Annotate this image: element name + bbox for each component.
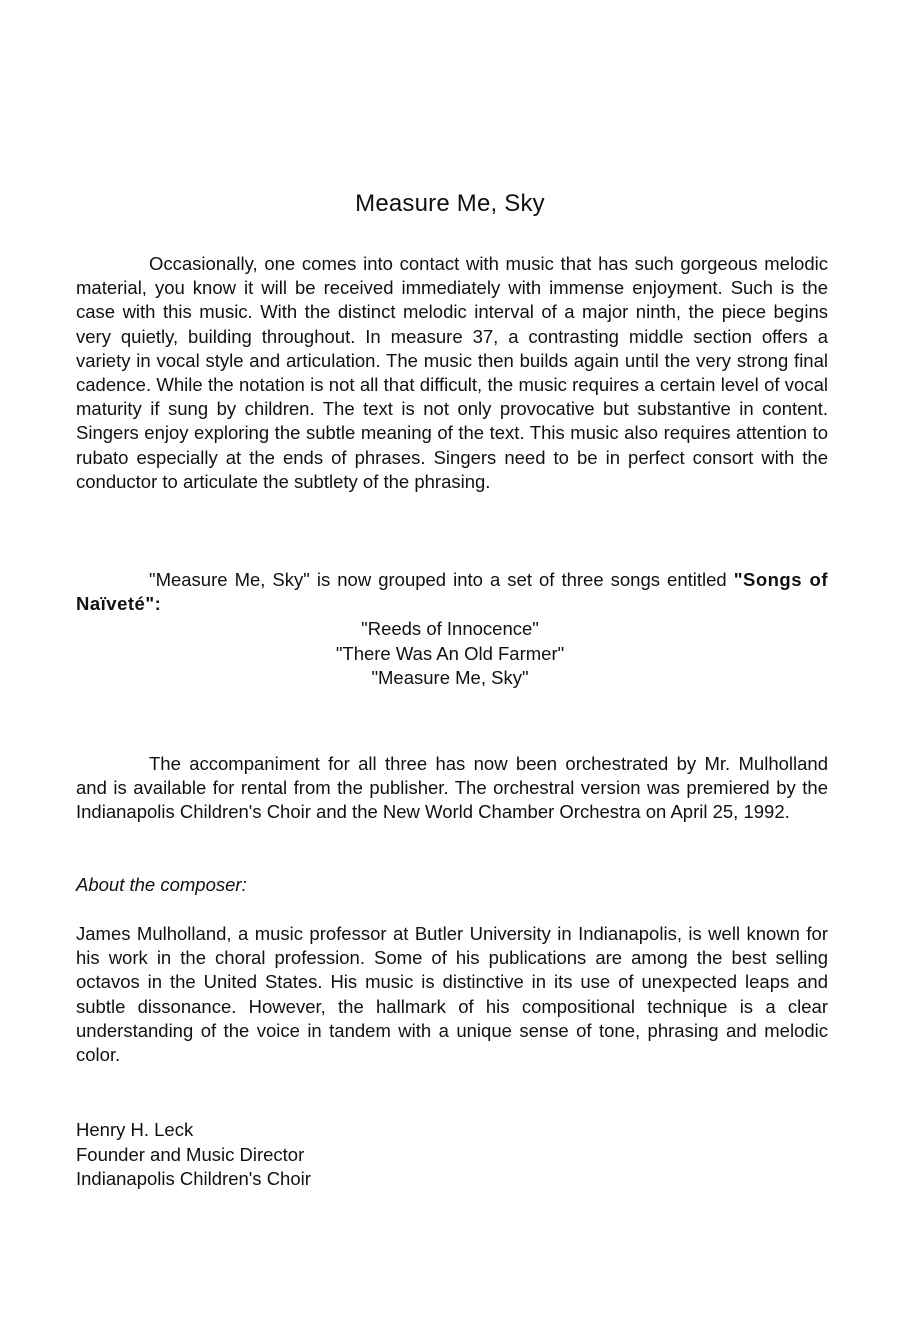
song-item: "Measure Me, Sky" (371, 667, 529, 688)
composer-bio-paragraph: James Mulholland, a music professor at Butler University in Indianapolis, is well known for his work in the choral profession. Some of his publications are among the best selling octavos in the United States. His music is distinctive in its use of unexpected leaps and subtle dissonance. However, the hallmark of his compositional technique is a clear understanding of the voice in tandem with a unique sense of tone, phrasing and melodic color. (76, 923, 828, 1066)
song-list (0, 617, 900, 691)
description-paragraph: Occasionally, one comes into contact with music that has such gorgeous melodic material, you know it will be received immediately with immense enjoyment. Such is the case with this music. With the distinct melodic interval of a major ninth, the piece begins very quietly, building throughout. In measure 37, a contrasting middle section offers a variety in vocal style and articulation. The music then builds again until the very strong final cadence. While the notation is not all that difficult, the music requires a certain level of vocal maturity if sung by children. The text is not only provocative but substantive in content. Singers enjoy exploring the subtle meaning of the text. This music also requires attention to rubato especially at the ends of phrases. Singers need to be in perfect consort with the conductor to articulate the subtlety of the phrasing. (76, 253, 828, 492)
song-item: "Reeds of Innocence" (361, 618, 539, 639)
song-set-paragraph (76, 568, 828, 616)
song-set-title: "Songs of Naïveté": (76, 569, 829, 615)
page-title: Measure Me, Sky (355, 190, 545, 217)
about-composer-heading: About the composer: (76, 874, 247, 895)
song-item: "There Was An Old Farmer" (335, 642, 565, 664)
signature-organization: Indianapolis Children's Choir (76, 1168, 311, 1189)
signature-name: Henry H. Leck (76, 1119, 194, 1140)
accompaniment-paragraph: The accompaniment for all three has now been orchestrated by Mr. Mulholland and is available for rental from the publisher. The orchestral version was premiered by the Indianapolis Children's Choir and the New World Chamber Orchestra on April 25, 1992. (76, 753, 828, 823)
signature-role: Founder and Music Director (76, 1143, 305, 1165)
signature-block (76, 1118, 311, 1192)
song-set-lead: "Measure Me, Sky" is now grouped into a set of three songs entitled (149, 569, 727, 590)
